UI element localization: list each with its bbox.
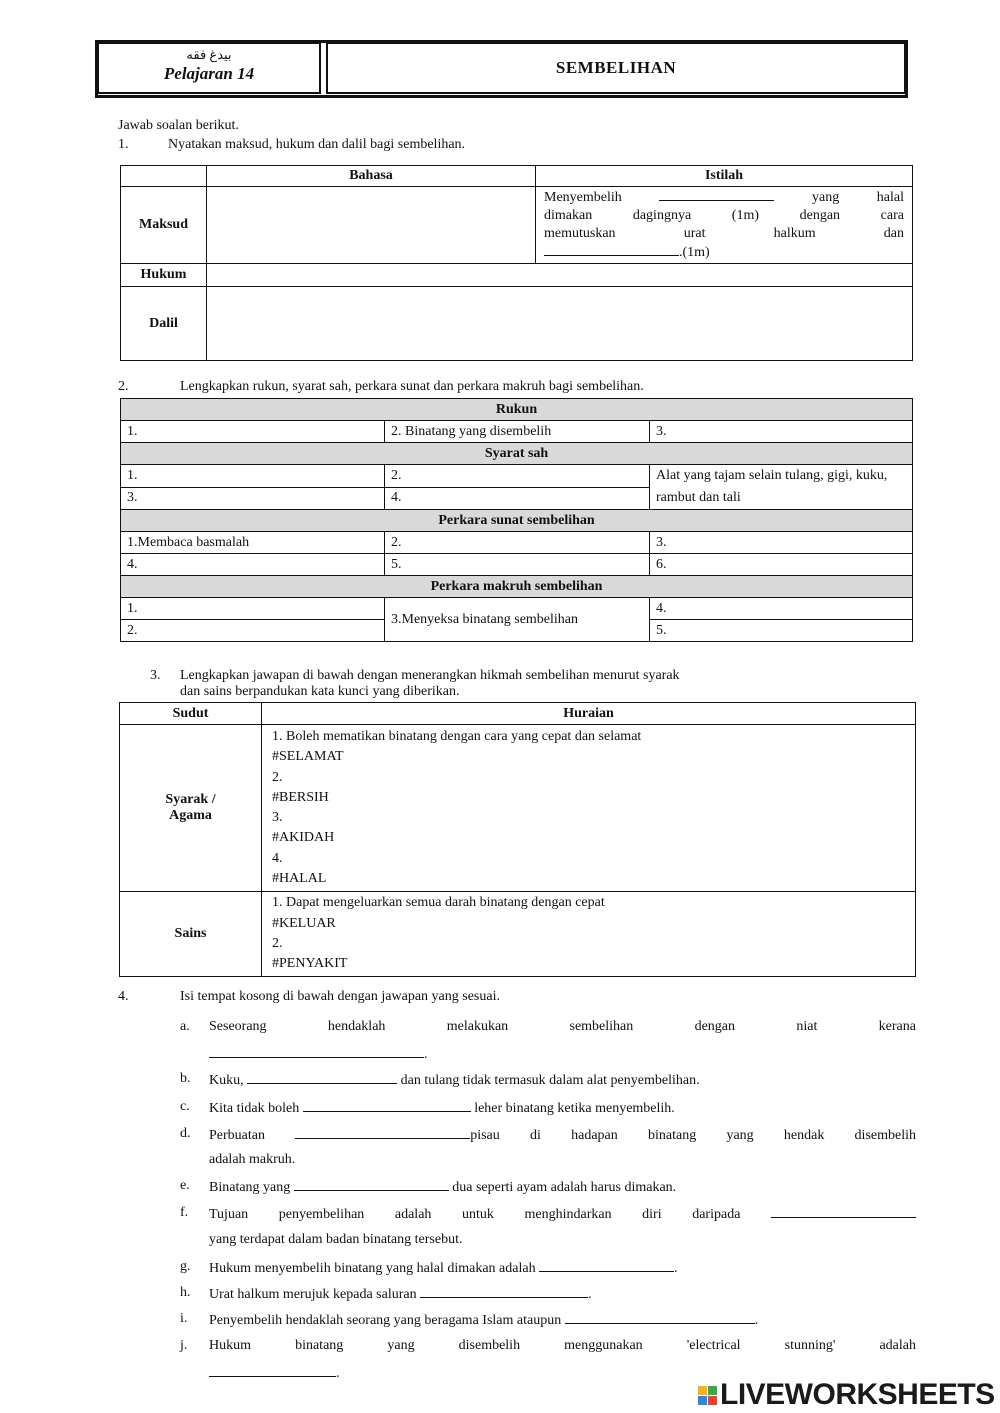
item-letter: h. xyxy=(180,1285,191,1300)
istilah-text: yang halal xyxy=(811,190,905,205)
item-text: Kita tidak boleh xyxy=(209,1101,300,1116)
blank-input[interactable] xyxy=(659,188,774,201)
q2-number: 2. xyxy=(118,379,129,394)
syarak-huraian[interactable] xyxy=(262,725,916,892)
sunat-title: Perkara sunat sembelihan xyxy=(121,510,913,532)
item-letter: j. xyxy=(180,1338,188,1353)
blank-input[interactable] xyxy=(565,1311,755,1324)
blank-input[interactable] xyxy=(771,1205,916,1218)
huraian-line: 1. Boleh mematikan binatang dengan cara yang cepat dan selamat xyxy=(272,729,642,744)
istilah-text: memutuskan urat halkum dan xyxy=(544,226,904,241)
makruh-cell[interactable]: 4. xyxy=(650,598,913,620)
item-letter: b. xyxy=(180,1071,191,1086)
istilah-text: Menyembelih xyxy=(544,190,622,205)
syarat-cell[interactable]: 1. xyxy=(121,465,385,488)
hukum-answer-cell[interactable] xyxy=(207,264,913,287)
syarat-note: Alat yang tajam selain tulang, gigi, kuku, rambut dan tali xyxy=(650,465,913,510)
item-letter: d. xyxy=(180,1126,191,1141)
rukun-cell[interactable]: 1. xyxy=(121,421,385,443)
arabic-subject: بيدغ فقه xyxy=(186,47,232,62)
keyword: #KELUAR xyxy=(272,915,336,931)
item-text: Perbuatan xyxy=(209,1128,265,1143)
logo-text: LIVEWORKSHEETS xyxy=(720,1378,995,1411)
lesson-number: Pelajaran 14 xyxy=(163,64,255,83)
header-huraian: Huraian xyxy=(262,703,916,725)
row-maksud-label: Maksud xyxy=(121,187,207,264)
q1-number: 1. xyxy=(118,137,129,152)
item-letter: e. xyxy=(180,1178,190,1193)
page-title: SEMBELIHAN xyxy=(326,42,906,94)
sunat-cell[interactable]: 5. xyxy=(385,554,650,576)
huraian-line[interactable]: 2. xyxy=(272,769,283,785)
bahasa-answer-cell[interactable] xyxy=(207,187,536,264)
makruh-cell: 3.Menyeksa binatang sembelihan xyxy=(385,598,650,642)
blank-input[interactable] xyxy=(544,243,679,256)
header-istilah: Istilah xyxy=(536,166,913,187)
istilah-text: dimakan dagingnya (1m) dengan cara xyxy=(544,208,904,223)
rukun-cell: 2. Binatang yang disembelih xyxy=(385,421,650,443)
syarat-cell[interactable]: 2. xyxy=(385,465,650,488)
makruh-cell[interactable]: 2. xyxy=(121,620,385,642)
blank-input[interactable] xyxy=(303,1099,471,1112)
q4-text: Isi tempat kosong di bawah dengan jawapan yang sesuai. xyxy=(180,989,500,1004)
q2-text: Lengkapkan rukun, syarat sah, perkara sunat dan perkara makruh bagi sembelihan. xyxy=(180,379,644,394)
item-text: . xyxy=(336,1366,340,1381)
sunat-cell[interactable]: 2. xyxy=(385,532,650,554)
q3-number: 3. xyxy=(150,668,161,683)
huraian-line[interactable]: 2. xyxy=(272,935,283,951)
rukun-cell[interactable]: 3. xyxy=(650,421,913,443)
dalil-answer-cell[interactable] xyxy=(207,287,913,361)
sunat-cell[interactable]: 3. xyxy=(650,532,913,554)
q3-text-line: dan sains berpandukan kata kunci yang diberikan. xyxy=(180,684,460,699)
blank-input[interactable] xyxy=(295,1126,470,1139)
item-letter: c. xyxy=(180,1099,190,1114)
istilah-text: .(1m) xyxy=(679,245,710,260)
item-text: . xyxy=(424,1047,428,1062)
q1-table xyxy=(120,165,913,361)
syarak-label: Syarak / Agama xyxy=(120,725,262,892)
keyword: #HALAL xyxy=(272,871,327,887)
blank-input[interactable] xyxy=(247,1071,397,1084)
syarat-title: Syarat sah xyxy=(121,443,913,465)
item-text: dan tulang tidak termasuk dalam alat penyembelihan. xyxy=(400,1073,700,1088)
item-text: pisau di hadapan binatang yang hendak disembelih xyxy=(470,1128,916,1143)
blank-input[interactable] xyxy=(539,1259,674,1272)
q4-number: 4. xyxy=(118,989,129,1004)
liveworksheets-logo xyxy=(698,1378,995,1412)
row-dalil-label: Dalil xyxy=(121,287,207,361)
item-letter: g. xyxy=(180,1259,191,1274)
rukun-title: Rukun xyxy=(121,399,913,421)
row-hukum-label: Hukum xyxy=(121,264,207,287)
item-text: . xyxy=(588,1287,592,1302)
item-text: Hukum menyembelih binatang yang halal dimakan adalah xyxy=(209,1261,536,1276)
blank-input[interactable] xyxy=(420,1285,588,1298)
item-letter: f. xyxy=(180,1205,189,1220)
item-letter: a. xyxy=(180,1019,190,1034)
item-text: Hukum binatang yang disembelih menggunakan 'electrical stunning' adalah xyxy=(209,1338,916,1353)
item-text: . xyxy=(674,1261,678,1276)
item-text: Seseorang hendaklah melakukan sembelihan dengan niat kerana xyxy=(209,1019,916,1034)
blank-input[interactable] xyxy=(209,1045,424,1058)
instruction: Jawab soalan berikut. xyxy=(118,118,239,133)
keyword: #AKIDAH xyxy=(272,830,335,846)
header-bahasa: Bahasa xyxy=(207,166,536,187)
syarat-cell[interactable]: 3. xyxy=(121,487,385,510)
item-text: Binatang yang xyxy=(209,1180,291,1195)
item-text: . xyxy=(754,1313,759,1328)
item-text: Kuku, xyxy=(209,1073,244,1088)
logo-icon xyxy=(698,1386,717,1405)
huraian-line[interactable]: 4. xyxy=(272,850,283,866)
keyword: #SELAMAT xyxy=(272,749,344,765)
keyword: #BERSIH xyxy=(272,789,329,805)
q3-text xyxy=(180,668,920,700)
item-text: Urat halkum merujuk kepada saluran xyxy=(209,1287,417,1302)
huraian-line[interactable]: 3. xyxy=(272,810,283,826)
q2-table xyxy=(120,398,913,642)
item-text: leher binatang ketika menyembelih. xyxy=(474,1101,675,1116)
blank-input[interactable] xyxy=(209,1364,336,1377)
makruh-title: Perkara makruh sembelihan xyxy=(121,576,913,598)
q1-text: Nyatakan maksud, hukum dan dalil bagi sembelihan. xyxy=(168,137,466,152)
syarat-cell[interactable]: 4. xyxy=(385,487,650,510)
sunat-cell: 1.Membaca basmalah xyxy=(121,532,385,554)
q3-table xyxy=(119,702,916,977)
corner-cell xyxy=(121,166,207,187)
q3-text-line: Lengkapkan jawapan di bawah dengan menerangkan hikmah sembelihan menurut syarak xyxy=(180,668,680,683)
blank-input[interactable] xyxy=(294,1178,449,1191)
lesson-box xyxy=(97,42,321,94)
makruh-cell[interactable]: 5. xyxy=(650,620,913,642)
item-text: adalah makruh. xyxy=(209,1152,296,1167)
item-text: Penyembelih hendaklah seorang yang beragama Islam ataupun xyxy=(209,1313,562,1328)
item-letter: i. xyxy=(180,1311,188,1326)
item-text: dua seperti ayam adalah harus dimakan. xyxy=(452,1180,677,1195)
item-text: Tujuan penyembelihan adalah untuk menghindarkan diri daripada xyxy=(209,1207,741,1222)
sunat-cell[interactable]: 4. xyxy=(121,554,385,576)
item-text: yang terdapat dalam badan binatang tersebut. xyxy=(209,1232,463,1247)
keyword: #PENYAKIT xyxy=(272,956,348,972)
sains-label: Sains xyxy=(120,892,262,976)
sunat-cell[interactable]: 6. xyxy=(650,554,913,576)
istilah-cell xyxy=(536,187,913,264)
header-sudut: Sudut xyxy=(120,703,262,725)
huraian-line: 1. Dapat mengeluarkan semua darah binatang dengan cepat xyxy=(272,895,605,911)
sains-huraian[interactable] xyxy=(262,892,916,976)
makruh-cell[interactable]: 1. xyxy=(121,598,385,620)
